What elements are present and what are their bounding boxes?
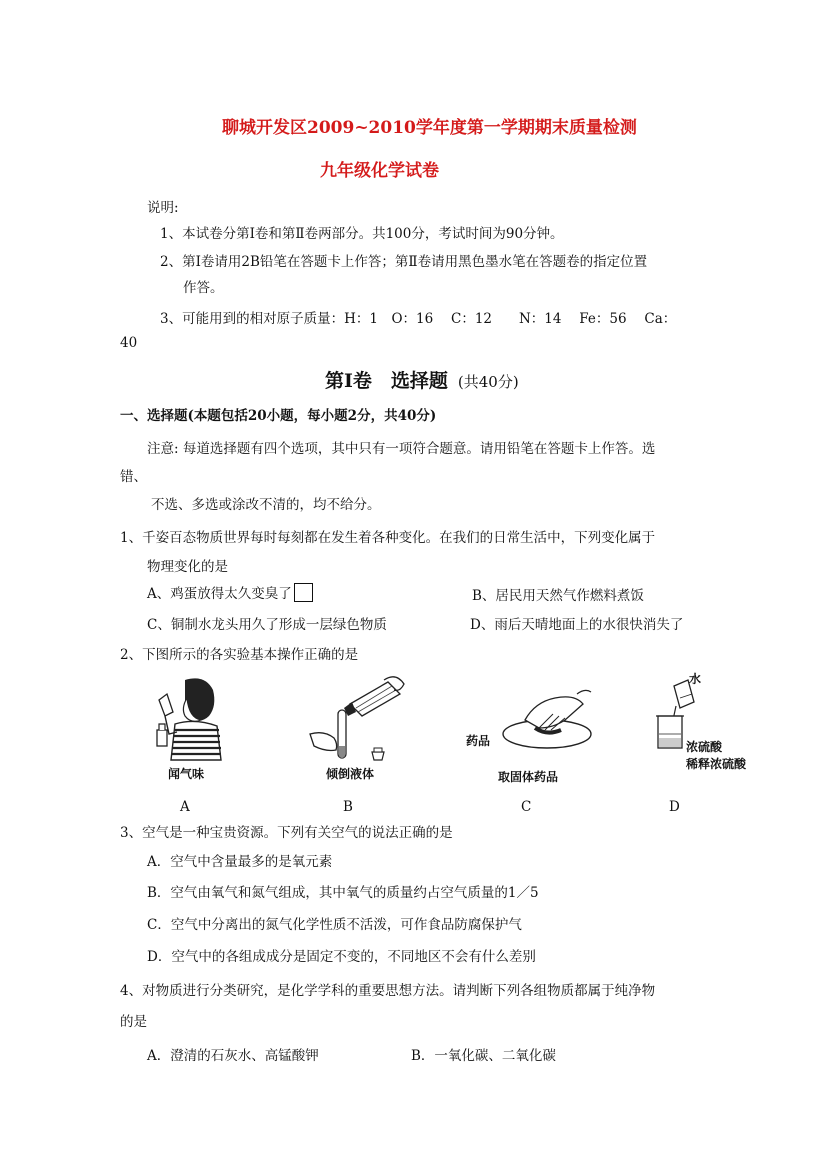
note-item-2-cont: 作答。 xyxy=(183,280,224,296)
q3-stem: 3、空气是一种宝贵资源。下列有关空气的说法正确的是 xyxy=(120,825,453,841)
q2-stem: 2、下图所示的各实验基本操作正确的是 xyxy=(120,647,359,663)
q3-option-a: A．空气中含量最多的是氧元素 xyxy=(147,854,333,870)
section-heading-score: (共40分) xyxy=(457,373,519,391)
q4-option-a: A．澄清的石灰水、高锰酸钾 xyxy=(147,1048,319,1064)
figure-d-caption: 稀释浓硫酸 xyxy=(686,757,747,771)
figure-letter-d: D xyxy=(669,799,680,815)
notes-label: 说明: xyxy=(147,200,179,216)
figure-letter-b: B xyxy=(343,799,353,815)
figure-d-acid: 浓硫酸 xyxy=(686,740,723,754)
q1-option-d: D、雨后天晴地面上的水很快消失了 xyxy=(470,617,684,633)
note-item-2: 2、第Ⅰ卷请用2B铅笔在答题卡上作答；第Ⅱ卷请用黑色墨水笔在答题卷的指定位置 xyxy=(160,254,648,270)
answer-box xyxy=(294,583,313,602)
instruction-line-3: 不选、多选或涂改不清的，均不给分。 xyxy=(151,497,381,513)
figure-d-water: 水 xyxy=(689,672,702,686)
section-heading-text: 第Ⅰ卷 选择题 xyxy=(325,370,448,392)
note-item-3: 3、可能用到的相对原子质量：H：1 O：16 C：12 N：14 Fe：56 Ca： xyxy=(160,311,677,327)
smelling-figure-image xyxy=(145,672,235,762)
q3-option-b: B．空气由氧气和氮气组成，其中氧气的质量约占空气质量的1／5 xyxy=(147,885,539,901)
figure-b-caption: 倾倒液体 xyxy=(326,767,375,781)
q4-stem-line-1: 4、对物质进行分类研究，是化学学科的重要思想方法。请判断下列各组物质都属于纯净物 xyxy=(120,983,656,999)
exam-title: 聊城开发区2009~2010学年度第一学期期末质量检测 xyxy=(222,118,637,138)
instruction-line-2: 错、 xyxy=(120,469,147,485)
note-item-1: 1、本试卷分第Ⅰ卷和第Ⅱ卷两部分。共100分，考试时间为90分钟。 xyxy=(160,226,564,242)
q1-option-b: B、居民用天然气作燃料煮饭 xyxy=(472,588,644,604)
solid-reagent-figure-image xyxy=(495,684,595,754)
q1-stem-line-1: 1、千姿百态物质世界每时每刻都在发生着各种变化。在我们的日常生活中，下列变化属于 xyxy=(120,530,656,546)
q1-option-c: C、铜制水龙头用久了形成一层绿色物质 xyxy=(147,617,387,633)
q1-stem-line-2: 物理变化的是 xyxy=(147,559,228,575)
figure-a-caption: 闻气味 xyxy=(168,767,205,781)
figure-c-caption: 取固体药品 xyxy=(498,770,559,784)
figure-c-label: 药品 xyxy=(466,734,491,748)
q1-option-a xyxy=(147,582,313,602)
note-item-3-cont: 40 xyxy=(120,335,138,351)
q4-option-b: B．一氧化碳、二氧化碳 xyxy=(411,1048,556,1064)
figure-letter-a: A xyxy=(180,799,190,815)
q3-option-c: C．空气中分离出的氮气化学性质不活泼，可作食品防腐保护气 xyxy=(147,917,522,933)
figure-letter-c: C xyxy=(521,799,532,815)
exam-subtitle: 九年级化学试卷 xyxy=(320,161,439,181)
section-heading xyxy=(325,366,519,393)
part-title: 一、选择题(本题包括20小题，每小题2分，共40分) xyxy=(120,408,437,424)
instruction-line-1: 注意: 每道选择题有四个选项，其中只有一项符合题意。请用铅笔在答题卡上作答。选 xyxy=(147,441,656,457)
q4-stem-line-2: 的是 xyxy=(120,1014,147,1030)
q1-option-a-text: A、鸡蛋放得太久变臭了 xyxy=(147,586,292,602)
q3-option-d: D．空气中的各组成成分是固定不变的，不同地区不会有什么差别 xyxy=(147,949,536,965)
pouring-figure-image xyxy=(300,672,410,766)
